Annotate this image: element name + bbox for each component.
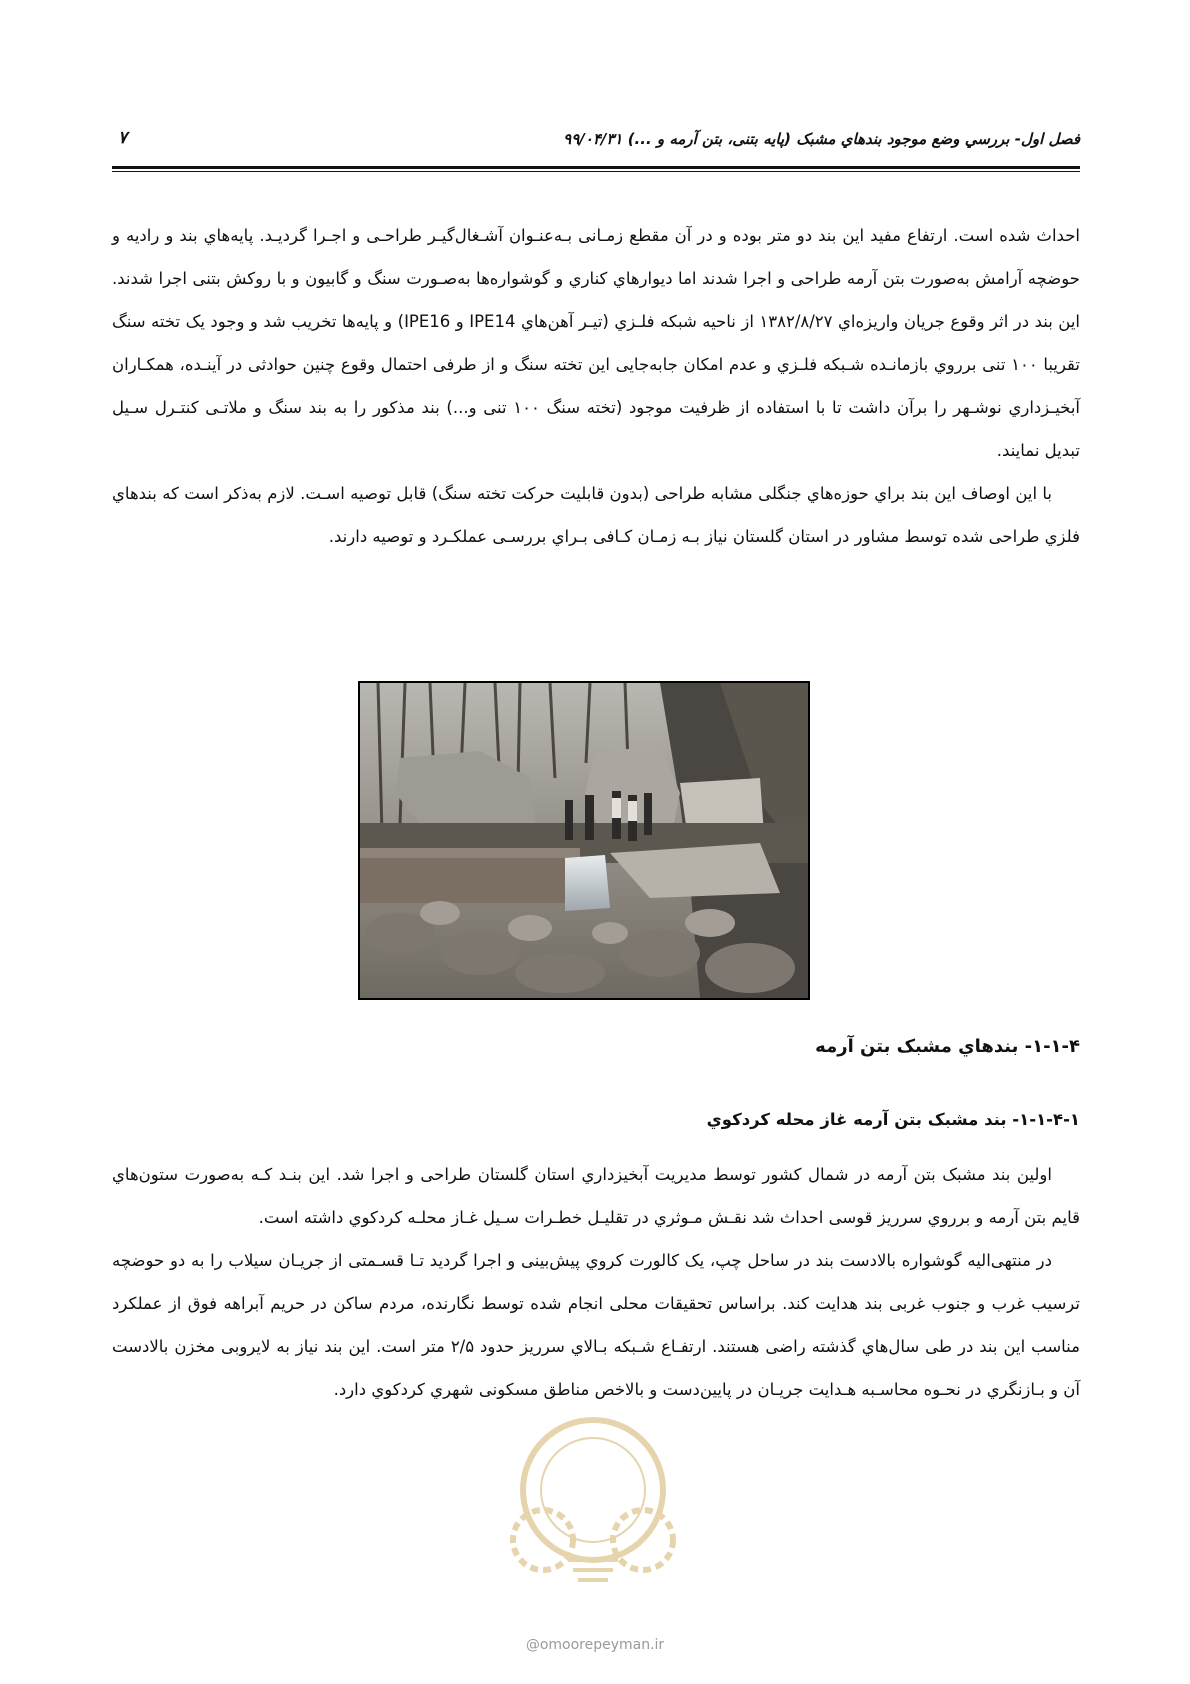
dam-photo <box>358 681 810 1000</box>
section-text-top <box>112 214 1080 558</box>
section-text-bottom <box>112 1153 1080 1411</box>
subsection-heading: ۱-۱-۴-۱- بند مشبک بتن آرمه غاز محله کردکوي <box>706 1110 1080 1129</box>
paragraph: در منتهی‌اليه گوشواره بالادست بند در ساحل چپ، يک کالورت کروي پيش‌بينی و اجرا گرديد تـا قسـمتی از جريـان سيلاب را به دو حوضچه ترسيب غرب و جنوب غربی بند هدايت کند. براساس تحقيقات محلی انجام شده توسط نگارنده، مردم ساکن در حريم آبراهه فوق از عملکرد مناسب اين بند در طی سال‌هاي گذشته راضی هستند. ارتفـاع شـبکه بـالاي سرريز حدود ۲/۵ متر است. اين بند نياز به لايروبی مخزن بالادست آن و بـازنگري در نحـوه محاسـبه هـدايت جريـان در پايين‌دست و بالاخص مناطق مسکونی شهري کردکوي دارد. <box>112 1251 1080 1399</box>
paragraph: احداث شده است. ارتفاع مفيد اين بند دو متر بوده و در آن مقطع زمـانی بـه‌عنـوان آشـغال‌گيـر طراحـی و اجـرا گرديـد. پايه‌هاي بند و راديه و حوضچه آرامش به‌صورت بتن آرمه طراحی و اجرا شدند اما ديوارهاي کناري و گوشواره‌ها به‌صـورت سنگ و گابيون و با روکش بتنی اجرا شدند. اين بند در اثر وقوع جريان واريزه‌اي ۱۳۸۲/۸/۲۷ از ناحيه شبکه فلـزي (تيـر آهن‌هاي IPE14 و IPE16) و پايه‌ها تخريب شد و وجود يک تخته سنگ تقريبا ۱۰۰ تنی برروي بازمانـده شـبکه فلـزي و عدم امکان جابه‌جايی اين تخته سنگ و از طرفی احتمال وقوع چنين حوادثی در آينـده، همکـاران آبخيـزداري نوشـهر را برآن داشت تا با استفاده از ظرفيت موجود (تخته سنگ ۱۰۰ تنی و...) بند مذکور را به بند سنگ و ملاتـی کنتـرل سـيل تبديل نمايند. <box>112 226 1081 460</box>
watermark-url: @omoorepeyman.ir <box>525 1637 665 1653</box>
paragraph: اولين بند مشبک بتن آرمه در شمال کشور توسط مديريت آبخيزداري استان گلستان طراحی و اجرا شد. اين بنـد کـه به‌صورت ستون‌هاي قايم بتن آرمه و برروي سرريز قوسی احداث شد نقـش مـوثري در تقليـل خطـرات سـيل غـاز محلـه کردکوي داشته است. <box>112 1165 1080 1227</box>
paragraph: با اين اوصاف اين بند براي حوزه‌هاي جنگلی مشابه طراحی (بدون قابليت حرکت تخته سنگ) قابل توصيه اسـت. لازم به‌ذکر است که بندهاي فلزي طراحی شده توسط مشاور در استان گلستان نياز بـه زمـان کـافی بـراي بررسـی عملکـرد و توصيه دارند. <box>112 484 1080 546</box>
page-header <box>112 128 1080 168</box>
header-rule <box>112 166 1080 169</box>
section-heading: ۱-۱-۴- بندهاي مشبک بتن آرمه <box>815 1036 1080 1057</box>
page-number: ۷ <box>118 128 128 148</box>
dam-photo-image <box>360 683 808 998</box>
header-rule-thin <box>112 171 1080 172</box>
watermark-logo <box>488 1410 698 1600</box>
chapter-title: فصل اول- بررسي وضع موجود بندهاي مشبک (پايه بتنی، بتن آرمه و ...) ۹۹/۰۴/۳۱ <box>563 130 1080 148</box>
